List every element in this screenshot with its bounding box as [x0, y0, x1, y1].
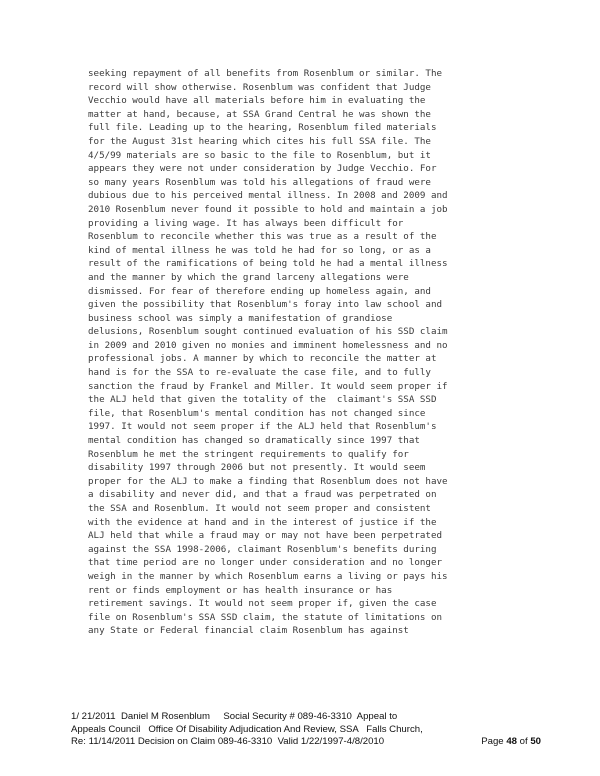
page-footer	[71, 711, 541, 749]
body-text-line: business school was simply a manifestation of grandiose	[88, 312, 393, 324]
body-text-line: Rosenblum he met the stringent requirements to qualify for	[88, 448, 409, 460]
body-text-line: providing a living wage. It has always been difficult for	[88, 217, 404, 229]
body-text-line: the ALJ held that given the totality of the claimant's SSA SSD	[88, 394, 437, 406]
body-text-line: so many years Rosenblum was told his allegations of fraud were	[88, 176, 431, 188]
body-text-line: Vecchio would have all materials before him in evaluating the	[88, 95, 426, 107]
body-text-line: 2010 Rosenblum never found it possible to hold and maintain a job	[88, 203, 448, 215]
body-text-line: a disability and never did, and that a fraud was perpetrated on	[88, 489, 437, 501]
page-number	[481, 736, 541, 749]
body-text-line: proper for the ALJ to make a finding that Rosenblum does not have	[88, 475, 448, 487]
body-text-line: the SSA and Rosenblum. It would not seem proper and consistent	[88, 503, 431, 514]
body-text-line: retirement savings. It would not seem proper if, given the case	[88, 598, 437, 610]
body-text-line: professional jobs. A manner by which to reconcile the matter at	[88, 353, 437, 365]
page-of: of	[516, 736, 531, 748]
body-text-line: weigh in the manner by which Rosenblum earns a living or pays his	[88, 570, 448, 582]
body-text-line: mental condition has changed so dramatically since 1997 that	[88, 435, 420, 447]
footer-line-1: 1/ 21/2011 Daniel M Rosenblum Social Security # 089-46-3310 Appeal to	[71, 711, 398, 722]
body-text	[88, 67, 528, 638]
body-text-line: result of the ramifications of being told he had a mental illness	[88, 258, 448, 270]
body-text-line: 4/5/99 materials are so basic to the file to Rosenblum, but it	[88, 149, 431, 161]
body-text-line: file on Rosenblum's SSA SSD claim, the statute of limitations on	[88, 611, 443, 623]
body-text-line: for the August 31st hearing which cites his full SSA file. The	[88, 135, 431, 147]
body-text-line: in 2009 and 2010 given no monies and imminent homelessness and no	[88, 339, 448, 351]
body-text-line: any State or Federal financial claim Rosenblum has against	[88, 625, 409, 637]
body-text-line: with the evidence at hand and in the interest of justice if the	[88, 516, 437, 528]
body-text-line: rent or finds employment or has health insurance or has	[88, 584, 393, 596]
body-text-line: disability 1997 through 2006 but not presently. It would seem	[88, 462, 426, 474]
body-text-line: appears they were not under consideration by Judge Vecchio. For	[88, 163, 437, 175]
body-text-line: 1997. It would not seem proper if the ALJ held that Rosenblum's	[88, 421, 437, 433]
body-text-line: given the possibility that Rosenblum's foray into law school and	[88, 299, 443, 311]
body-text-line: Rosenblum to reconcile whether this was true as a result of the	[88, 231, 437, 243]
body-text-line: ALJ held that while a fraud may or may not have been perpetrated	[88, 530, 443, 542]
body-text-line: full file. Leading up to the hearing, Rosenblum filed materials	[88, 122, 437, 134]
body-text-line: dismissed. For fear of therefore ending up homeless again, and	[88, 285, 431, 297]
body-text-line: file, that Rosenblum's mental condition has not changed since	[88, 407, 426, 419]
body-text-line: that time period are no longer under consideration and no longer	[88, 557, 443, 569]
body-text-line: matter at hand, because, at SSA Grand Central he was shown the	[88, 108, 431, 120]
body-text-line: sanction the fraud by Frankel and Miller. It would seem proper if	[88, 380, 448, 392]
page-total: 50	[530, 736, 541, 748]
body-text-line: kind of mental illness he was told he had for so long, or as a	[88, 244, 431, 256]
footer-line-2: Appeals Council Office Of Disability Adjudication And Review, SSA Falls Church,	[71, 723, 423, 735]
body-text-line: against the SSA 1998-2006, claimant Rosenblum's benefits during	[88, 543, 437, 555]
body-text-line: seeking repayment of all benefits from Rosenblum or similar. The	[88, 68, 443, 79]
body-text-line: dubious due to his perceived mental illness. In 2008 and 2009 and	[88, 190, 448, 202]
body-text-line: delusions, Rosenblum sought continued evaluation of his SSD claim	[88, 326, 448, 338]
body-text-line: record will show otherwise. Rosenblum was confident that Judge	[88, 81, 431, 93]
body-text-line: and the manner by which the grand larceny allegations were	[88, 271, 409, 283]
body-text-line: hand is for the SSA to re-evaluate the case file, and to fully	[88, 367, 431, 379]
page-current: 48	[506, 736, 517, 748]
footer-line-3: Re: 11/14/2011 Decision on Claim 089-46-3310 Valid 1/22/1997-4/8/2010	[71, 736, 385, 748]
page-label: Page	[481, 736, 507, 748]
